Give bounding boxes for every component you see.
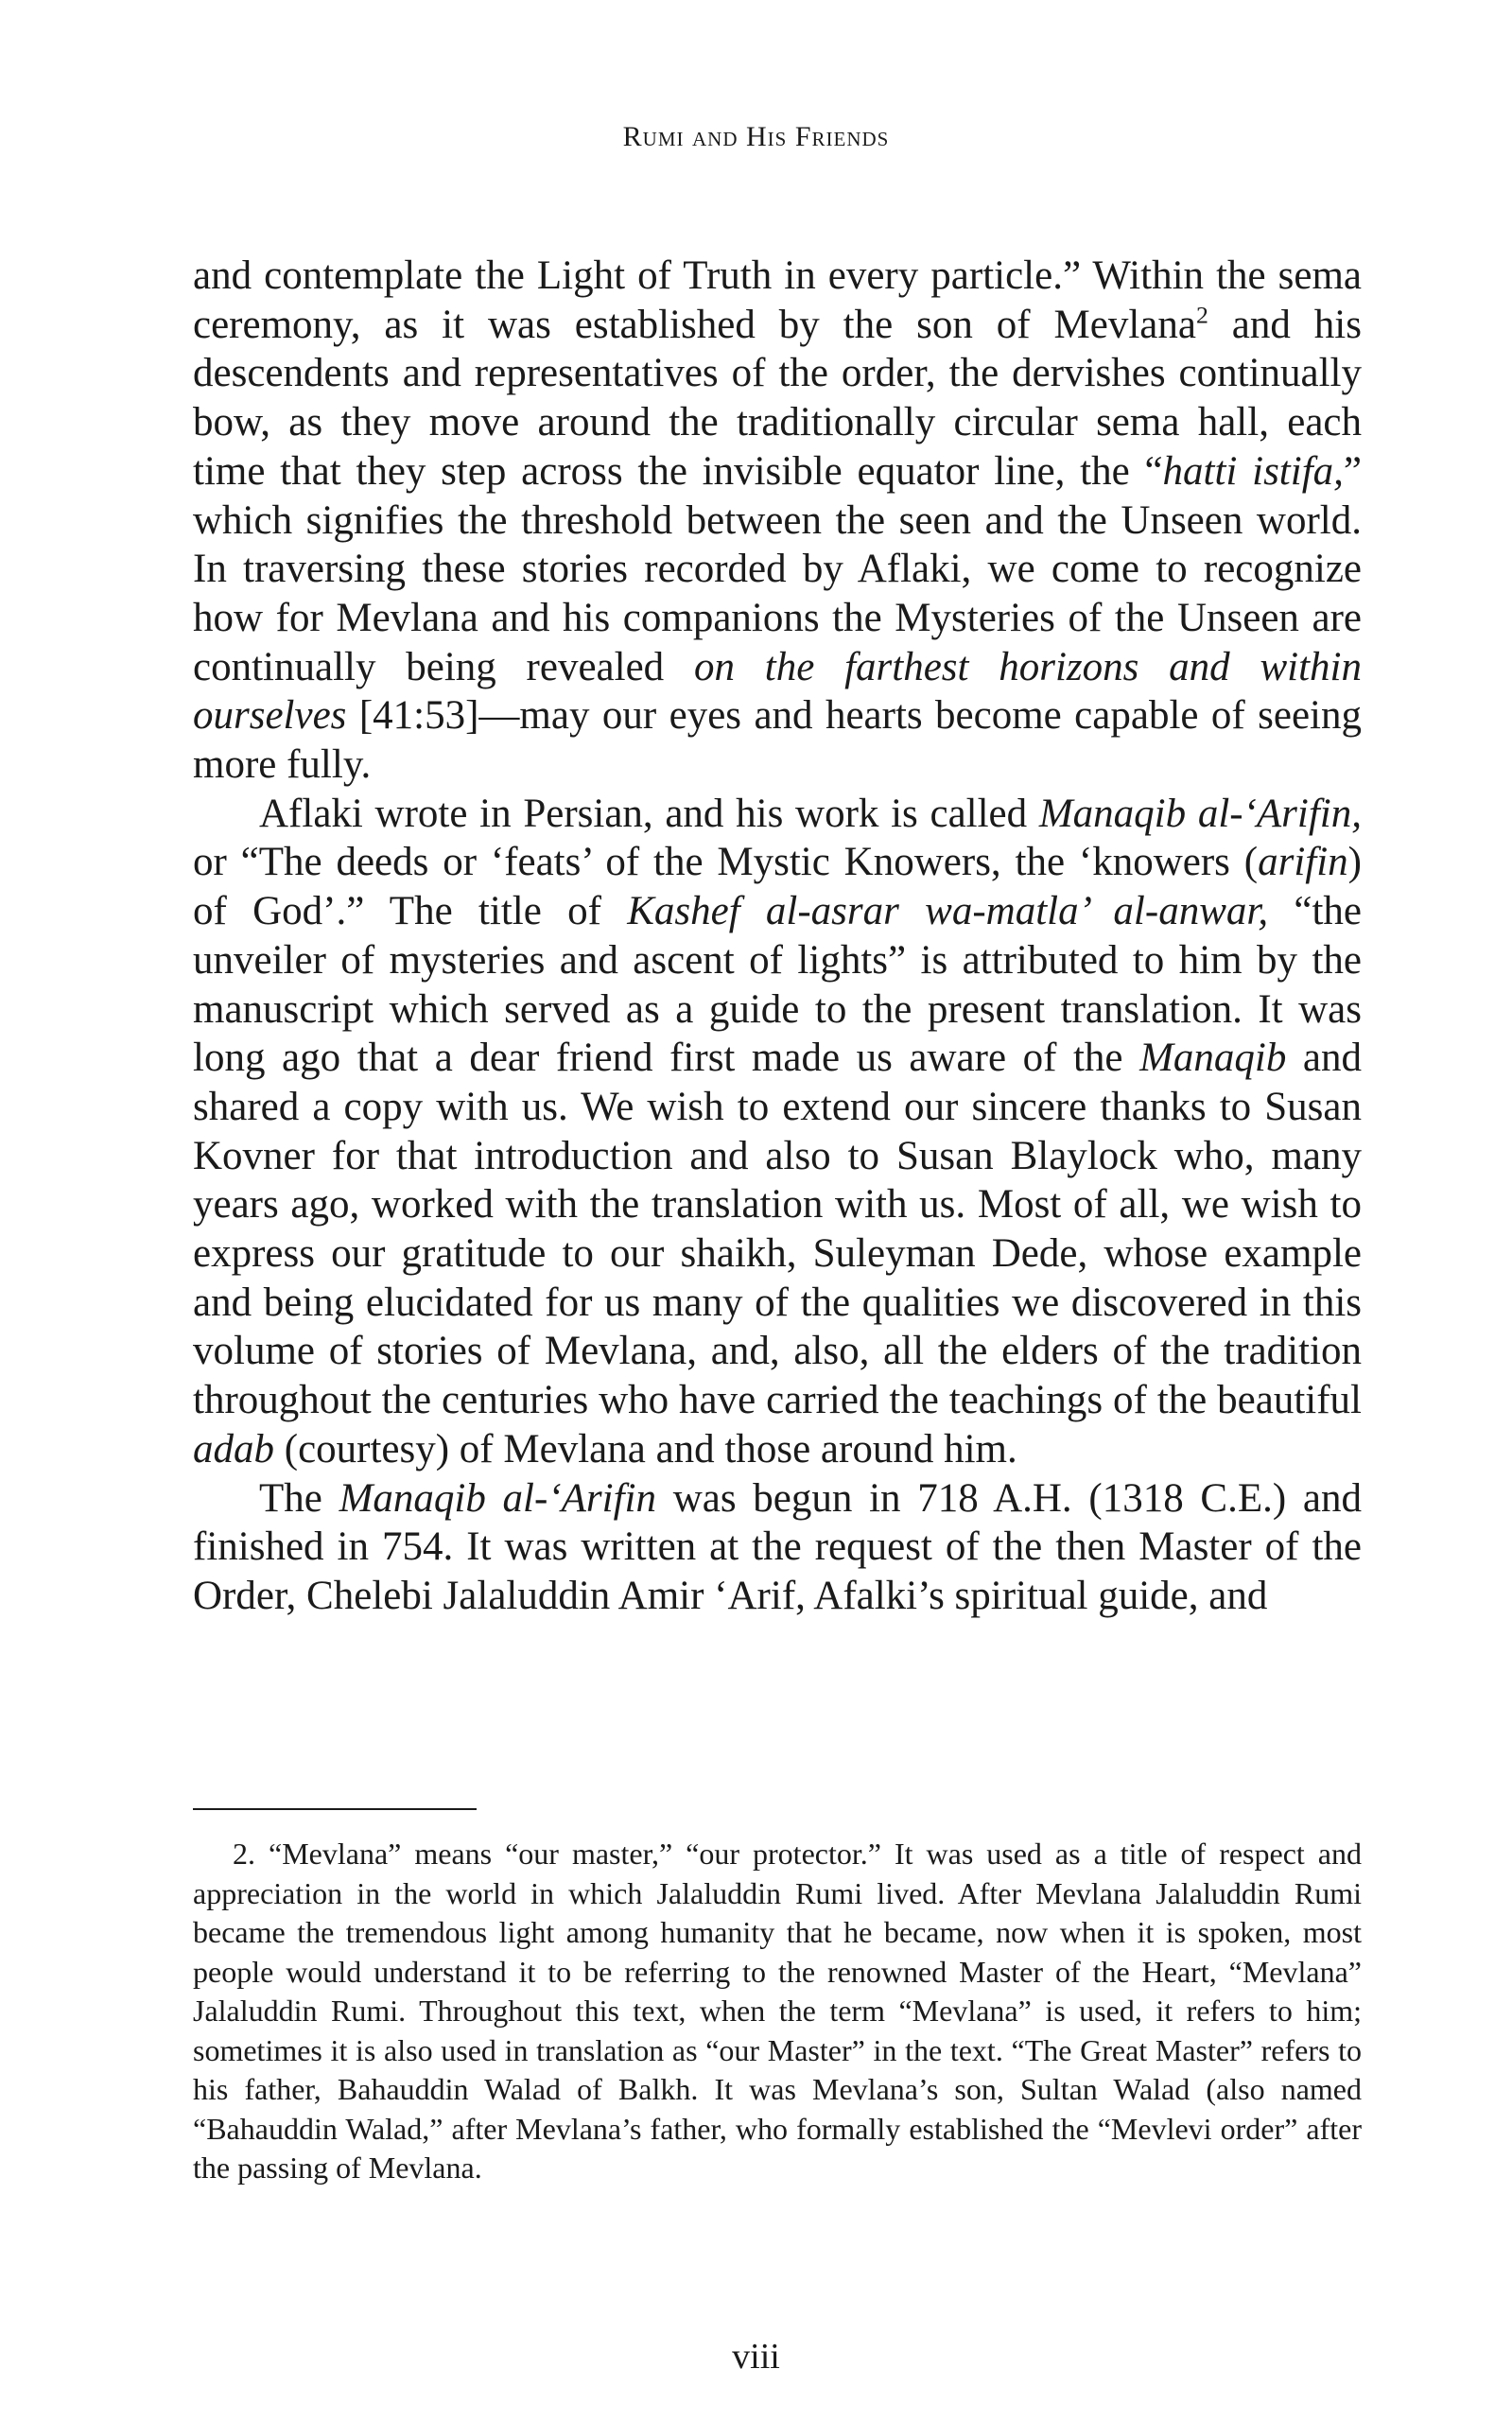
text-run: ) of God’.” The title of [193,840,1362,934]
paragraph-2 [193,790,1362,1474]
paragraph-3 [193,1474,1362,1621]
text-run: [41:53]—may our eyes and hearts become capable of seeing more fully. [193,693,1362,788]
footnote-ref: 2 [1195,301,1208,329]
italic-phrase: Kashef al-asrar wa-matla’ al-anwar, [627,889,1269,934]
text-run: or “The deeds or ‘feats’ of the Mystic Knowers, the ‘knowers ( [193,840,1259,885]
italic-phrase: hatti istifa, [1162,448,1344,494]
italic-phrase: Manaqib al-‘Arifin, [1038,791,1362,836]
paragraph-1 [193,252,1362,790]
text-run: and his descendents and representatives of the order, the dervishes continually bow, as they move around the traditionally circular sema hall, each time that they step across the invisible equator line, the “ [193,302,1362,494]
text-run: Aflaki wrote in Persian, and his work is called [259,791,1039,836]
italic-phrase: adab [193,1426,274,1472]
footnote-2: 2. “Mevlana” means “our master,” “our protector.” It was used as a title of respect and appreciation in the world in which Jalaluddin Rumi lived. After Mevlana Jalaluddin Rumi became the tremendous light among humanity that he became, now when it is spoken, most people would understand it to be referring to the renowned Master of the Heart, “Mevlana” Jalaluddin Rumi. Throughout this text, when the term “Mevlana” is used, it refers to him; sometimes it is also used in translation as “our Master” in the text. “The Great Master” refers to his father, Bahauddin Walad of Balkh. It was Mevlana’s son, Sultan Walad (also named “Bahauddin Walad,” after Mevlana’s father, who formally established the “Mevlevi order” after the passing of Mevlana. [193,1837,1362,2185]
body-text [193,252,1362,1621]
italic-phrase: arifin [1258,840,1348,885]
text-run: The [259,1475,339,1521]
text-run: (courtesy) of Mevlana and those around him. [274,1426,1017,1472]
italic-phrase: on the farthest horizons and within ourselves [193,644,1362,739]
page-number: viii [732,2337,780,2377]
text-run: and shared a copy with us. We wish to extend our sincere thanks to Susan Kovner for that introduction and also to Susan Blaylock who, many years ago, worked with the translation with us. Most of all, we wish to express our gratitude to our shaikh, Suleyman Dede, whose example and being elucidated for us many of the qualities we discovered in this volume of stories of Mevlana, and, also, all the elders of the tradition throughout the centuries who have carried the teachings of the beautiful [193,1036,1363,1423]
text-run: ” which signifies the threshold between the seen and the Unseen world. In traversing these stories recorded by Aflaki, we come to recognize how for Mevlana and his companions the Mysteries of the Unseen are continually being revealed [193,448,1362,689]
italic-phrase: Manaqib al-‘Arifin [339,1475,656,1521]
text-run: “the unveiler of mysteries and ascent of lights” is attributed to him by the manuscript which served as a guide to the present translation. It was long ago that a dear friend first made us aware of the [193,889,1363,1081]
text-run: was begun in 718 A.H. (1318 C.E.) and finished in 754. It was written at the request of the then Master of the Order, Chelebi Jalaluddin Amir ‘Arif, Afalki’s spiritual guide, and [193,1475,1362,1618]
italic-phrase: Manaqib [1139,1036,1287,1081]
footnote-divider [193,1808,477,1810]
running-head: Rumi and His Friends [622,121,890,152]
text-run: and contemplate the Light of Truth in every particle.” Within the sema ceremony, as it was established by the son of Mevlana [193,253,1362,347]
